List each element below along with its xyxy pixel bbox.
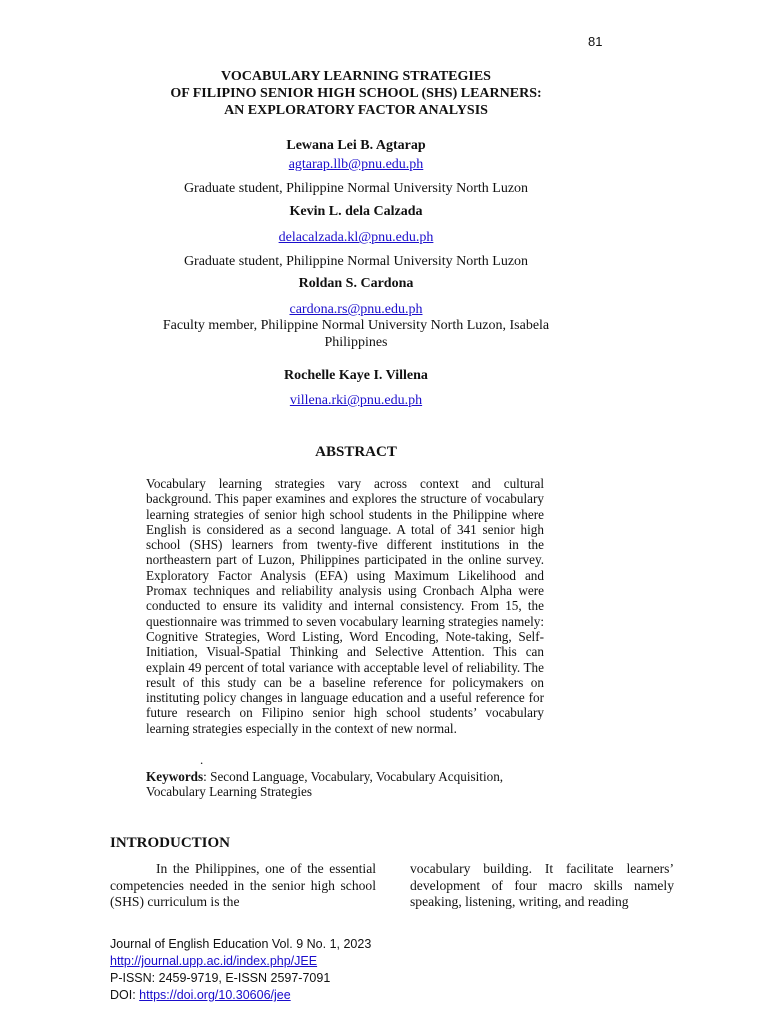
journal-footer	[110, 936, 371, 1004]
keywords	[146, 769, 546, 800]
journal-name: Journal of English Education Vol. 9 No. 1, 2023	[110, 937, 372, 951]
paper-title	[0, 68, 712, 119]
doi-label: DOI:	[110, 988, 140, 1002]
doi-link[interactable]: https://doi.org/10.30606/jee	[139, 988, 291, 1002]
abstract-body	[146, 476, 544, 736]
title-line: OF FILIPINO SENIOR HIGH SCHOOL (SHS) LEARNERS:	[170, 86, 542, 101]
affiliation-line: Philippines	[324, 335, 388, 350]
intro-column-right	[410, 861, 674, 911]
doi-line	[110, 987, 371, 1004]
author-email-link[interactable]: cardona.rs@pnu.edu.ph	[289, 302, 423, 317]
author-name: Lewana Lei B. Agtarap	[286, 138, 426, 153]
author-name: Rochelle Kaye I. Villena	[284, 368, 428, 383]
intro-column-left	[110, 861, 376, 911]
abstract-text: Vocabulary learning strategies vary across context and cultural background. This paper examines and explores the structure of vocabulary learning strategies of senior high school students in the Philippine where English is considered as a second language. A total of 341 senior high school (SHS) learners from twenty-five different institutions in the northeastern part of Luzon, Philippines participated in the online survey. Exploratory Factor Analysis (EFA) using Maximum Likelihood and Promax techniques and reliability analysis using Cronbach Alpha were conducted to ensure its validity and internal consistency. From 15, the questionnaire was trimmed to seven vocabulary learning strategies namely: Cognitive Strategies, Word Listing, Word Encoding, Note-taking, Self-Initiation, Visual-Spatial Thinking and Selective Attention. This can explain 49 percent of total variance with acceptable level of reliability. The result of this study can be a baseline reference for policymakers on instituting policy changes in language education and a useful reference for future research on Filipino senior high school students’ vocabulary learning strategies especially in the context of new normal.	[146, 476, 544, 736]
author-email-link[interactable]: agtarap.llb@pnu.edu.ph	[288, 157, 424, 172]
abstract-heading: ABSTRACT	[315, 444, 397, 460]
stray-mark: .	[200, 752, 204, 767]
page-number: 81	[588, 34, 603, 49]
intro-text-right: vocabulary building. It facilitate learners’ development of four macro skills namely speaking, listening, writing, and reading	[410, 861, 674, 909]
introduction-heading: INTRODUCTION	[110, 835, 231, 851]
journal-issn: P-ISSN: 2459-9719, E-ISSN 2597-7091	[110, 971, 331, 985]
author-email-link[interactable]: delacalzada.kl@pnu.edu.ph	[278, 230, 434, 245]
author-affiliation: Graduate student, Philippine Normal University North Luzon	[183, 181, 529, 196]
journal-url-link[interactable]: http://journal.upp.ac.id/index.php/JEE	[110, 954, 318, 968]
author-email-link[interactable]: villena.rki@pnu.edu.ph	[289, 393, 423, 408]
keywords-label: Keywords	[146, 769, 204, 784]
author-name: Roldan S. Cardona	[298, 276, 414, 291]
intro-text-left: In the Philippines, one of the essential competencies needed in the senior high school (SHS) curriculum is the	[110, 861, 376, 909]
affiliation-line: Faculty member, Philippine Normal University North Luzon, Isabela	[162, 318, 550, 333]
author-name: Kevin L. dela Calzada	[289, 204, 423, 219]
keywords-text: : Second Language, Vocabulary, Vocabulary Acquisition, Vocabulary Learning Strategies	[146, 769, 504, 800]
title-line: AN EXPLORATORY FACTOR ANALYSIS	[224, 103, 488, 118]
title-line: VOCABULARY LEARNING STRATEGIES	[221, 69, 491, 84]
author-affiliation	[0, 317, 712, 351]
author-affiliation: Graduate student, Philippine Normal University North Luzon	[183, 254, 529, 269]
